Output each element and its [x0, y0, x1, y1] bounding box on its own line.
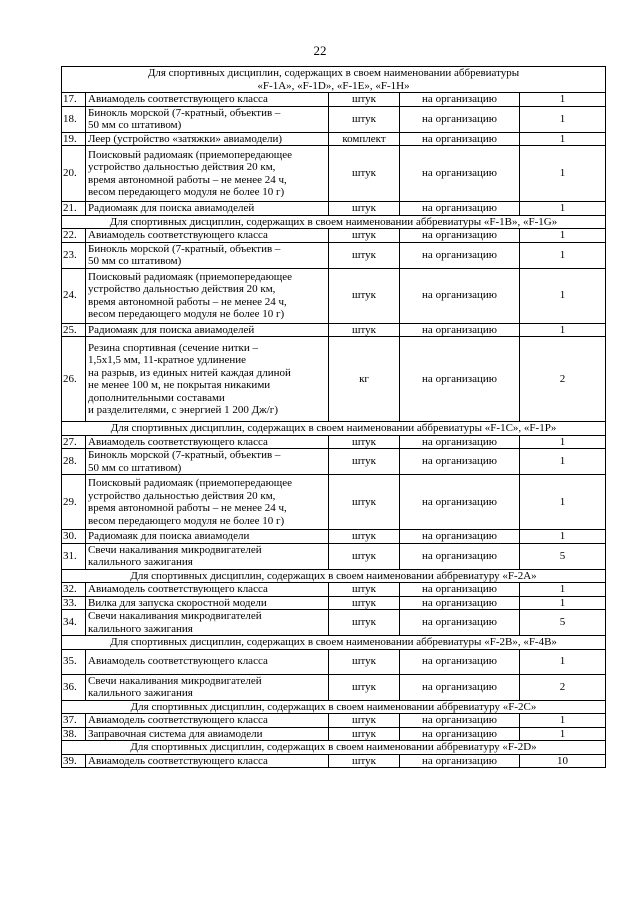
- section-header: [62, 700, 606, 714]
- item-quantity-cell: 1: [520, 530, 606, 544]
- section-header-row: [62, 67, 606, 93]
- item-unit-cell: комплект: [329, 132, 400, 146]
- item-unit-cell: штук: [329, 229, 400, 243]
- table-row: [62, 268, 606, 323]
- item-unit-cell: штук: [329, 106, 400, 132]
- item-quantity-cell: 1: [520, 242, 606, 268]
- table-row: [62, 530, 606, 544]
- item-number-cell: 20.: [62, 146, 86, 202]
- item-basis-cell: на организацию: [400, 649, 520, 674]
- section-header-text: Для спортивных дисциплин, содержащих в своем наименовании аббревиатуры «F-2B», «F-4B»: [110, 636, 557, 648]
- section-header-row: [62, 215, 606, 229]
- table-row: [62, 93, 606, 107]
- item-basis-cell: на организацию: [400, 93, 520, 107]
- table-row: [62, 242, 606, 268]
- section-header: [62, 422, 606, 436]
- table-row: [62, 229, 606, 243]
- table-body: [62, 67, 606, 768]
- table-row: [62, 583, 606, 597]
- item-number-cell: 31.: [62, 543, 86, 569]
- item-name-cell: Радиомаяк для поиска авиамоделей: [86, 323, 329, 337]
- item-basis-cell: на организацию: [400, 242, 520, 268]
- table-row: [62, 449, 606, 475]
- item-name-cell: Авиамодель соответствующего класса: [86, 583, 329, 597]
- item-unit-cell: штук: [329, 242, 400, 268]
- item-name-cell: Авиамодель соответствующего класса: [86, 435, 329, 449]
- item-name-cell: Радиомаяк для поиска авиамодели: [86, 530, 329, 544]
- table-row: [62, 323, 606, 337]
- table-row: [62, 106, 606, 132]
- item-number-cell: 38.: [62, 727, 86, 741]
- item-name-cell: Заправочная система для авиамодели: [86, 727, 329, 741]
- item-name-cell: Свечи накаливания микродвигателей калильного зажигания: [86, 543, 329, 569]
- item-unit-cell: штук: [329, 475, 400, 530]
- item-basis-cell: на организацию: [400, 727, 520, 741]
- item-quantity-cell: 1: [520, 435, 606, 449]
- item-unit-cell: штук: [329, 93, 400, 107]
- item-unit-cell: штук: [329, 674, 400, 700]
- item-number-cell: 39.: [62, 754, 86, 768]
- item-quantity-cell: 5: [520, 610, 606, 636]
- item-name-cell: Свечи накаливания микродвигателей калильного зажигания: [86, 674, 329, 700]
- item-name-cell: Авиамодель соответствующего класса: [86, 649, 329, 674]
- item-unit-cell: штук: [329, 583, 400, 597]
- section-header: [62, 67, 606, 93]
- item-quantity-cell: 2: [520, 674, 606, 700]
- item-quantity-cell: 1: [520, 323, 606, 337]
- item-number-cell: 36.: [62, 674, 86, 700]
- item-name-cell: Поисковый радиомаяк (приемопередающее устройство дальностью действия 20 км, время автономной работы – не менее 24 ч, весом передающего модуля не более 10 г): [86, 146, 329, 202]
- equipment-table: [61, 66, 606, 768]
- item-name-cell: Авиамодель соответствующего класса: [86, 229, 329, 243]
- item-quantity-cell: 1: [520, 268, 606, 323]
- item-unit-cell: штук: [329, 649, 400, 674]
- item-number-cell: 35.: [62, 649, 86, 674]
- item-basis-cell: на организацию: [400, 714, 520, 728]
- item-quantity-cell: 10: [520, 754, 606, 768]
- item-unit-cell: штук: [329, 714, 400, 728]
- table-row: [62, 610, 606, 636]
- item-quantity-cell: 1: [520, 714, 606, 728]
- section-header-text: Для спортивных дисциплин, содержащих в своем наименовании аббревиатуру «F-2A»: [130, 569, 537, 582]
- item-quantity-cell: 1: [520, 583, 606, 597]
- item-quantity-cell: 1: [520, 649, 606, 674]
- item-name-cell: Бинокль морской (7-кратный, объектив – 50 мм со штативом): [86, 449, 329, 475]
- item-quantity-cell: 1: [520, 132, 606, 146]
- item-number-cell: 34.: [62, 610, 86, 636]
- item-name-cell: Бинокль морской (7-кратный, объектив – 50 мм со штативом): [86, 242, 329, 268]
- item-name-cell: Авиамодель соответствующего класса: [86, 714, 329, 728]
- item-quantity-cell: 1: [520, 449, 606, 475]
- section-header-row: [62, 636, 606, 650]
- item-basis-cell: на организацию: [400, 323, 520, 337]
- table-row: [62, 202, 606, 216]
- page-number: 22: [313, 43, 327, 58]
- item-name-cell: Поисковый радиомаяк (приемопередающее устройство дальностью действия 20 км, время автономной работы – не менее 24 ч, весом передающего модуля не более 10 г): [86, 475, 329, 530]
- section-header-row: [62, 700, 606, 714]
- table-row: [62, 596, 606, 610]
- item-unit-cell: штук: [329, 449, 400, 475]
- item-quantity-cell: 1: [520, 146, 606, 202]
- table-row: [62, 435, 606, 449]
- item-number-cell: 18.: [62, 106, 86, 132]
- item-unit-cell: кг: [329, 337, 400, 422]
- item-basis-cell: на организацию: [400, 475, 520, 530]
- item-unit-cell: штук: [329, 323, 400, 337]
- item-basis-cell: на организацию: [400, 610, 520, 636]
- item-basis-cell: на организацию: [400, 268, 520, 323]
- section-header-text: Для спортивных дисциплин, содержащих в своем наименовании аббревиатуры «F-1C», «F-1P»: [110, 422, 557, 434]
- section-header-row: [62, 422, 606, 436]
- item-name-cell: Леер (устройство «затяжки» авиамодели): [86, 132, 329, 146]
- item-basis-cell: на организацию: [400, 543, 520, 569]
- item-basis-cell: на организацию: [400, 583, 520, 597]
- item-unit-cell: штук: [329, 610, 400, 636]
- item-quantity-cell: 1: [520, 93, 606, 107]
- section-header-row: [62, 569, 606, 583]
- item-quantity-cell: 1: [520, 202, 606, 216]
- item-name-cell: Свечи накаливания микродвигателей калильного зажигания: [86, 610, 329, 636]
- item-name-cell: Авиамодель соответствующего класса: [86, 754, 329, 768]
- table-row: [62, 146, 606, 202]
- item-number-cell: 30.: [62, 530, 86, 544]
- table-row: [62, 132, 606, 146]
- item-basis-cell: на организацию: [400, 337, 520, 422]
- item-number-cell: 32.: [62, 583, 86, 597]
- item-basis-cell: на организацию: [400, 596, 520, 610]
- section-header: [62, 741, 606, 755]
- item-basis-cell: на организацию: [400, 202, 520, 216]
- table-row: [62, 754, 606, 768]
- section-header-text: Для спортивных дисциплин, содержащих в своем наименовании аббревиатуру «F-2C»: [130, 700, 537, 713]
- table-row: [62, 714, 606, 728]
- table-row: [62, 649, 606, 674]
- section-header: [62, 569, 606, 583]
- item-unit-cell: штук: [329, 268, 400, 323]
- item-number-cell: 17.: [62, 93, 86, 107]
- item-name-cell: Радиомаяк для поиска авиамоделей: [86, 202, 329, 216]
- item-number-cell: 37.: [62, 714, 86, 728]
- item-basis-cell: на организацию: [400, 106, 520, 132]
- item-basis-cell: на организацию: [400, 146, 520, 202]
- item-number-cell: 25.: [62, 323, 86, 337]
- item-basis-cell: на организацию: [400, 530, 520, 544]
- item-number-cell: 27.: [62, 435, 86, 449]
- item-number-cell: 33.: [62, 596, 86, 610]
- item-unit-cell: штук: [329, 146, 400, 202]
- table-row: [62, 475, 606, 530]
- section-header-text: Для спортивных дисциплин, содержащих в своем наименовании аббревиатуру «F-2D»: [130, 741, 537, 753]
- item-basis-cell: на организацию: [400, 754, 520, 768]
- table-row: [62, 543, 606, 569]
- item-name-cell: Вилка для запуска скоростной модели: [86, 596, 329, 610]
- item-quantity-cell: 1: [520, 106, 606, 132]
- item-quantity-cell: 1: [520, 475, 606, 530]
- item-number-cell: 19.: [62, 132, 86, 146]
- item-unit-cell: штук: [329, 435, 400, 449]
- item-name-cell: Бинокль морской (7-кратный, объектив – 50 мм со штативом): [86, 106, 329, 132]
- section-header-row: [62, 741, 606, 755]
- item-name-cell: Авиамодель соответствующего класса: [86, 93, 329, 107]
- item-number-cell: 23.: [62, 242, 86, 268]
- item-quantity-cell: 1: [520, 596, 606, 610]
- table-row: [62, 727, 606, 741]
- item-unit-cell: штук: [329, 596, 400, 610]
- item-number-cell: 22.: [62, 229, 86, 243]
- item-unit-cell: штук: [329, 754, 400, 768]
- table-row: [62, 337, 606, 422]
- item-unit-cell: штук: [329, 202, 400, 216]
- item-number-cell: 24.: [62, 268, 86, 323]
- item-number-cell: 29.: [62, 475, 86, 530]
- item-number-cell: 28.: [62, 449, 86, 475]
- item-basis-cell: на организацию: [400, 674, 520, 700]
- item-quantity-cell: 1: [520, 727, 606, 741]
- section-header: [62, 215, 606, 229]
- item-basis-cell: на организацию: [400, 132, 520, 146]
- item-unit-cell: штук: [329, 727, 400, 741]
- item-basis-cell: на организацию: [400, 435, 520, 449]
- item-name-cell: Резина спортивная (сечение нитки – 1,5х1,5 мм, 11-кратное удлинение на разрыв, из единых нитей каждая длиной не менее 100 м, не покрытая никакими дополнительными составами и разделителями, с энергией 1 200 Дж/г): [86, 337, 329, 422]
- item-name-cell: Поисковый радиомаяк (приемопередающее устройство дальностью действия 20 км, время автономной работы – не менее 24 ч, весом передающего модуля не более 10 г): [86, 268, 329, 323]
- item-basis-cell: на организацию: [400, 449, 520, 475]
- item-unit-cell: штук: [329, 530, 400, 544]
- item-basis-cell: на организацию: [400, 229, 520, 243]
- item-number-cell: 21.: [62, 202, 86, 216]
- section-header-text: Для спортивных дисциплин, содержащих в своем наименовании аббревиатуры «F-1A», «F-1D», «F-1E», «F-1H»: [147, 67, 520, 92]
- item-quantity-cell: 5: [520, 543, 606, 569]
- item-quantity-cell: 1: [520, 229, 606, 243]
- section-header-text: Для спортивных дисциплин, содержащих в своем наименовании аббревиатуры «F-1B», «F-1G»: [109, 215, 558, 228]
- section-header: [62, 636, 606, 650]
- item-quantity-cell: 2: [520, 337, 606, 422]
- table-row: [62, 674, 606, 700]
- item-unit-cell: штук: [329, 543, 400, 569]
- item-number-cell: 26.: [62, 337, 86, 422]
